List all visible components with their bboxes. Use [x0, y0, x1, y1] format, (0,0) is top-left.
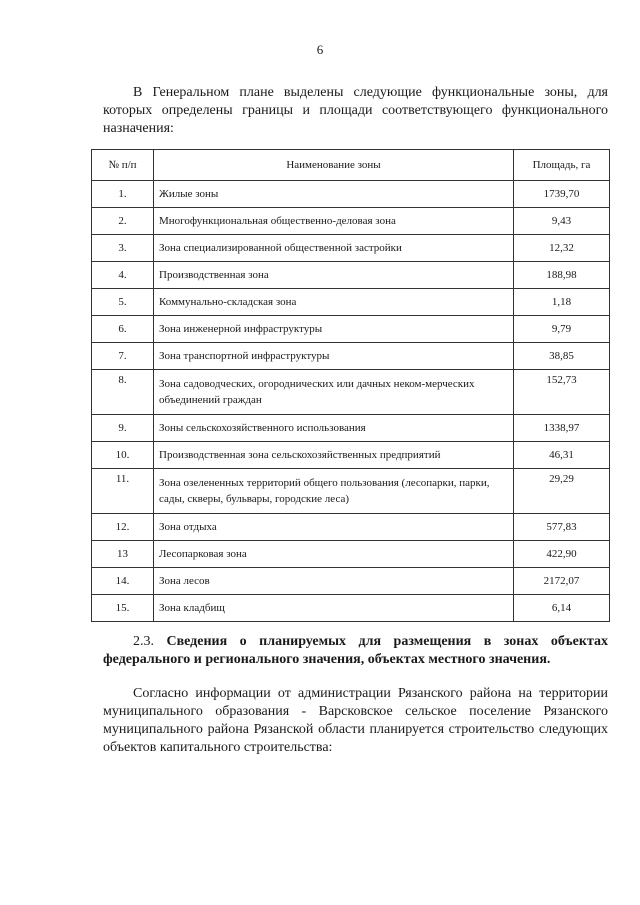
row-name: Зона озелененных территорий общего пользования (лесопарки, парки, сады, скверы, бульвары, городские леса) — [154, 469, 514, 514]
row-area: 9,79 — [514, 316, 610, 343]
row-name: Зона инженерной инфраструктуры — [154, 316, 514, 343]
table-row — [92, 595, 610, 622]
table-row — [92, 370, 610, 415]
row-name: Зона кладбищ — [154, 595, 514, 622]
table-header-row — [92, 150, 610, 181]
row-area: 6,14 — [514, 595, 610, 622]
row-area: 577,83 — [514, 514, 610, 541]
table-row — [92, 208, 610, 235]
row-name: Зона отдыха — [154, 514, 514, 541]
table-row — [92, 262, 610, 289]
table-row — [92, 469, 610, 514]
body-paragraph: Согласно информации от администрации Рязанского района на территории муниципального образования - Варсковское сельское поселение Рязанского муниципального района Рязанской области планируется строительство следующих объектов капитального строительства: — [103, 686, 608, 755]
row-name: Зона садоводческих, огороднических или дачных неком-мерческих объединений граждан — [154, 370, 514, 415]
row-num: 14. — [92, 568, 154, 595]
row-num: 9. — [92, 415, 154, 442]
row-name: Коммунально-складская зона — [154, 289, 514, 316]
row-area: 422,90 — [514, 541, 610, 568]
row-area: 1,18 — [514, 289, 610, 316]
row-area: 9,43 — [514, 208, 610, 235]
row-num: 2. — [92, 208, 154, 235]
row-num: 6. — [92, 316, 154, 343]
row-name: Лесопарковая зона — [154, 541, 514, 568]
section-heading — [103, 633, 608, 669]
row-area: 188,98 — [514, 262, 610, 289]
row-num: 4. — [92, 262, 154, 289]
row-area: 46,31 — [514, 442, 610, 469]
table-row — [92, 181, 610, 208]
row-num: 1. — [92, 181, 154, 208]
row-name: Зона транспортной инфраструктуры — [154, 343, 514, 370]
table-row — [92, 289, 610, 316]
section-number: 2.3. — [133, 634, 154, 649]
row-name: Зоны сельскохозяйственного использования — [154, 415, 514, 442]
row-area: 1338,97 — [514, 415, 610, 442]
table-row — [92, 316, 610, 343]
row-area: 152,73 — [514, 370, 610, 415]
section-title: Сведения о планируемых для размещения в зонах объектах федерального и регионального значения, объектах местного значения. — [103, 634, 608, 667]
row-area: 29,29 — [514, 469, 610, 514]
page-number: 6 — [316, 42, 324, 57]
table-row — [92, 514, 610, 541]
row-num: 8. — [92, 370, 154, 415]
row-name: Зона специализированной общественной застройки — [154, 235, 514, 262]
row-num: 5. — [92, 289, 154, 316]
header-num: № п/п — [92, 150, 154, 181]
table-row — [92, 541, 610, 568]
row-area: 38,85 — [514, 343, 610, 370]
row-name: Жилые зоны — [154, 181, 514, 208]
table-row — [92, 442, 610, 469]
row-name: Производственная зона — [154, 262, 514, 289]
row-area: 12,32 — [514, 235, 610, 262]
table-row — [92, 235, 610, 262]
header-name: Наименование зоны — [154, 150, 514, 181]
row-name: Зона лесов — [154, 568, 514, 595]
header-area: Площадь, га — [514, 150, 610, 181]
row-num: 10. — [92, 442, 154, 469]
row-num: 15. — [92, 595, 154, 622]
row-area: 2172,07 — [514, 568, 610, 595]
row-name: Многофункциональная общественно-деловая зона — [154, 208, 514, 235]
zones-table — [91, 149, 610, 622]
row-num: 13 — [92, 541, 154, 568]
row-num: 7. — [92, 343, 154, 370]
row-area: 1739,70 — [514, 181, 610, 208]
table-row — [92, 415, 610, 442]
table-row — [92, 343, 610, 370]
table-row — [92, 568, 610, 595]
row-num: 11. — [92, 469, 154, 514]
row-num: 12. — [92, 514, 154, 541]
row-name: Производственная зона сельскохозяйственных предприятий — [154, 442, 514, 469]
intro-paragraph: В Генеральном плане выделены следующие функциональные зоны, для которых определены границы и площади соответствующего функционального назначения: — [103, 85, 608, 136]
row-num: 3. — [92, 235, 154, 262]
